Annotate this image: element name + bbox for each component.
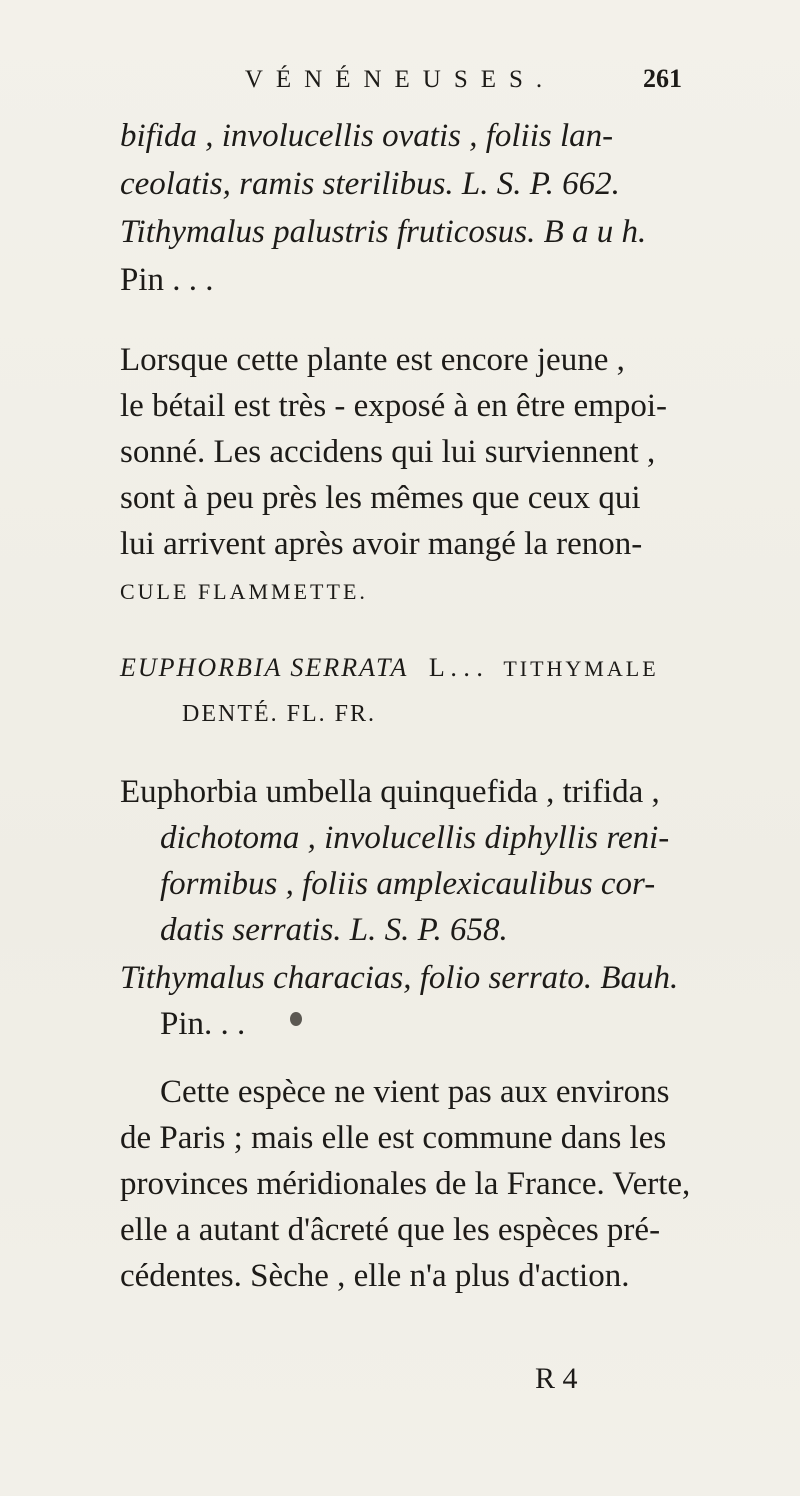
para2-line-3: provinces méridionales de la France. Verte, [120,1166,691,1202]
latin-line-1: bifida , involucellis ovatis , foliis lan- [120,118,614,154]
ink-blot [290,1012,302,1026]
page-number: 261 [643,64,682,93]
signature-mark: R 4 [535,1362,578,1395]
species-reference: L . . . [428,653,483,682]
block2-line-6: Pin. . . [160,1006,246,1042]
block2-line-1-text: Euphorbia umbella quinquefida , trifida , [120,774,660,810]
para1-line-1: Lorsque cette plante est encore jeune , [120,342,625,378]
running-title: VÉNÉNEUSES. [244,66,556,93]
block2-line-2: dichotoma , involucellis diphyllis reni- [160,820,670,856]
block2-line-3: formibus , foliis amplexicaulibus cor- [160,866,656,902]
para2-line-4: elle a autant d'âcreté que les espèces pré- [120,1212,661,1248]
species-heading-line-2: DENTÉ. FL. FR. [182,701,377,727]
para2-line-5: cédentes. Sèche , elle n'a plus d'action. [120,1258,630,1294]
latin-line-3: Tithymalus palustris fruticosus. B a u h. [120,214,647,250]
latin-line-2: ceolatis, ramis sterilibus. L. S. P. 662. [120,166,620,202]
para1-line-5: lui arrivent après avoir mangé la renon- [120,526,643,562]
para1-line-3: sonné. Les accidens qui lui surviennent , [120,434,656,470]
species-heading-line-1 [120,648,659,689]
para1-line-4: sont à peu près les mêmes que ceux qui [120,480,641,516]
para1-line-2: le bétail est très - exposé à en être empoi- [120,388,668,424]
block2-line-5: Tithymalus characias, folio serrato. Bauh. [120,960,679,996]
latin-line-4: Pin . . . [120,262,214,298]
para1-line-6: CULE FLAMMETTE. [120,579,368,604]
species-name: EUPHORBIA SERRATA [120,653,409,682]
species-common-name: TITHYMALE [503,656,659,681]
block2-line-4: datis serratis. L. S. P. 658. [160,912,508,948]
para2-line-1: Cette espèce ne vient pas aux environs [160,1074,670,1110]
para2-line-2: de Paris ; mais elle est commune dans les [120,1120,667,1156]
page-header [0,60,800,100]
block2-line-1 [120,772,660,812]
